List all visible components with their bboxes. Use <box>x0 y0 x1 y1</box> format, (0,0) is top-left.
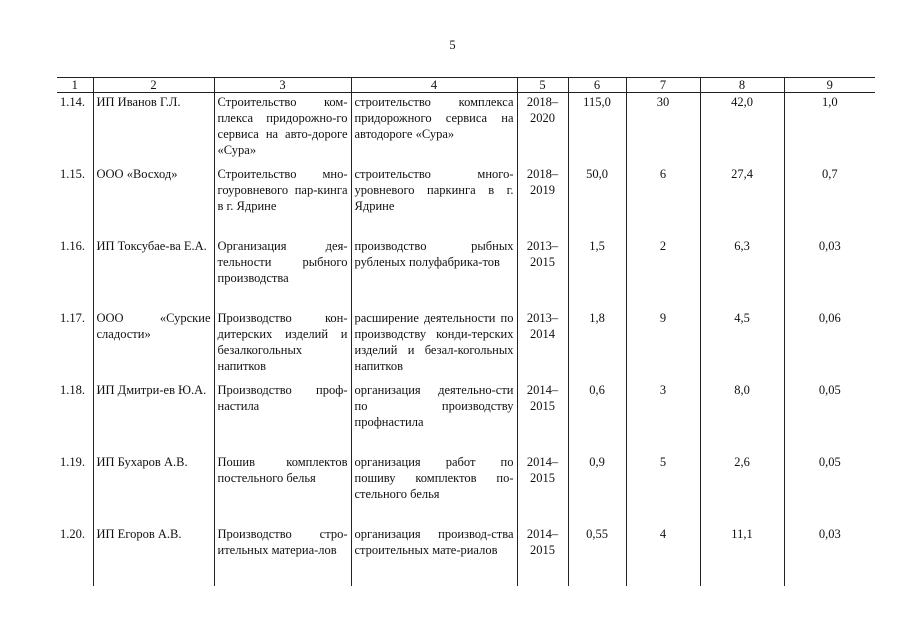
column-header-8: 8 <box>700 78 784 93</box>
investment-cell: 115,0 <box>568 93 626 166</box>
investment-cell: 0,55 <box>568 525 626 586</box>
project-cell: Организация дея-тельности рыбного производства <box>214 237 351 309</box>
table-row <box>57 525 875 586</box>
organization-cell: ИП Иванов Г.Л. <box>93 93 214 166</box>
column9-cell: 0,05 <box>784 381 875 453</box>
period-cell: 2013–2014 <box>517 309 568 381</box>
project-cell: Пошив комплектов постельного белья <box>214 453 351 525</box>
organization-cell: ИП Бухаров А.В. <box>93 453 214 525</box>
organization-cell: ИП Егоров А.В. <box>93 525 214 586</box>
projects-table <box>57 77 875 586</box>
purpose-cell: расширение деятельности по производству конди-терских изделий и безал-когольных напитков <box>351 309 517 381</box>
jobs-cell: 3 <box>626 381 700 453</box>
column8-cell: 4,5 <box>700 309 784 381</box>
row-number: 1.17. <box>60 311 85 325</box>
table-body <box>57 93 875 587</box>
investment-cell: 0,6 <box>568 381 626 453</box>
table-row <box>57 453 875 525</box>
period-cell: 2014–2015 <box>517 525 568 586</box>
purpose-cell: организация работ по пошиву комплектов по-стельного белья <box>351 453 517 525</box>
period-cell: 2013–2015 <box>517 237 568 309</box>
purpose-cell: строительство много-уровневого паркинга в г. Ядрине <box>351 165 517 237</box>
row-number: 1.15. <box>60 167 85 181</box>
column-header-2: 2 <box>93 78 214 93</box>
column-header-1: 1 <box>57 78 93 93</box>
jobs-cell: 30 <box>626 93 700 166</box>
jobs-cell: 2 <box>626 237 700 309</box>
jobs-cell: 6 <box>626 165 700 237</box>
column9-cell: 0,03 <box>784 525 875 586</box>
column9-cell: 1,0 <box>784 93 875 166</box>
jobs-cell: 4 <box>626 525 700 586</box>
column8-cell: 42,0 <box>700 93 784 166</box>
jobs-cell: 5 <box>626 453 700 525</box>
organization-cell: ООО «Восход» <box>93 165 214 237</box>
period-cell: 2018–2019 <box>517 165 568 237</box>
column8-cell: 11,1 <box>700 525 784 586</box>
table-row <box>57 165 875 237</box>
organization-cell: ИП Токсубае-ва Е.А. <box>93 237 214 309</box>
table-row <box>57 237 875 309</box>
organization-cell: ИП Дмитри-ев Ю.А. <box>93 381 214 453</box>
investment-cell: 1,8 <box>568 309 626 381</box>
row-number: 1.19. <box>60 455 85 469</box>
column8-cell: 6,3 <box>700 237 784 309</box>
column8-cell: 27,4 <box>700 165 784 237</box>
purpose-cell: организация производ-ства строительных мате-риалов <box>351 525 517 586</box>
investment-cell: 0,9 <box>568 453 626 525</box>
row-number: 1.18. <box>60 383 85 397</box>
project-cell: Производство проф-настила <box>214 381 351 453</box>
column-header-4: 4 <box>351 78 517 93</box>
period-cell: 2014–2015 <box>517 453 568 525</box>
column9-cell: 0,7 <box>784 165 875 237</box>
table-row <box>57 93 875 166</box>
table-row <box>57 309 875 381</box>
column8-cell: 2,6 <box>700 453 784 525</box>
column9-cell: 0,06 <box>784 309 875 381</box>
column9-cell: 0,03 <box>784 237 875 309</box>
column9-cell: 0,05 <box>784 453 875 525</box>
column-header-5: 5 <box>517 78 568 93</box>
header-row <box>57 78 875 93</box>
table-row <box>57 381 875 453</box>
column-header-3: 3 <box>214 78 351 93</box>
purpose-cell: организация деятельно-сти по производству профнастила <box>351 381 517 453</box>
project-cell: Производство стро-ительных материа-лов <box>214 525 351 586</box>
investment-cell: 50,0 <box>568 165 626 237</box>
project-cell: Строительство ком-плекса придорожно-го сервиса на авто-дороге «Сура» <box>214 93 351 166</box>
column8-cell: 8,0 <box>700 381 784 453</box>
period-cell: 2018–2020 <box>517 93 568 166</box>
organization-cell: ООО «Сурские сладости» <box>93 309 214 381</box>
column-header-6: 6 <box>568 78 626 93</box>
page-number: 5 <box>449 38 456 52</box>
project-cell: Производство кон-дитерских изделий и безалкогольных напитков <box>214 309 351 381</box>
project-cell: Строительство мно-гоуровневого пар-кинга в г. Ядрине <box>214 165 351 237</box>
row-number: 1.16. <box>60 239 85 253</box>
purpose-cell: производство рыбных рубленых полуфабрика-тов <box>351 237 517 309</box>
column-header-7: 7 <box>626 78 700 93</box>
investment-cell: 1,5 <box>568 237 626 309</box>
row-number: 1.14. <box>60 95 85 109</box>
row-number: 1.20. <box>60 527 85 541</box>
column-header-9: 9 <box>784 78 875 93</box>
jobs-cell: 9 <box>626 309 700 381</box>
purpose-cell: строительство комплекса придорожного сервиса на автодороге «Сура» <box>351 93 517 166</box>
period-cell: 2014–2015 <box>517 381 568 453</box>
